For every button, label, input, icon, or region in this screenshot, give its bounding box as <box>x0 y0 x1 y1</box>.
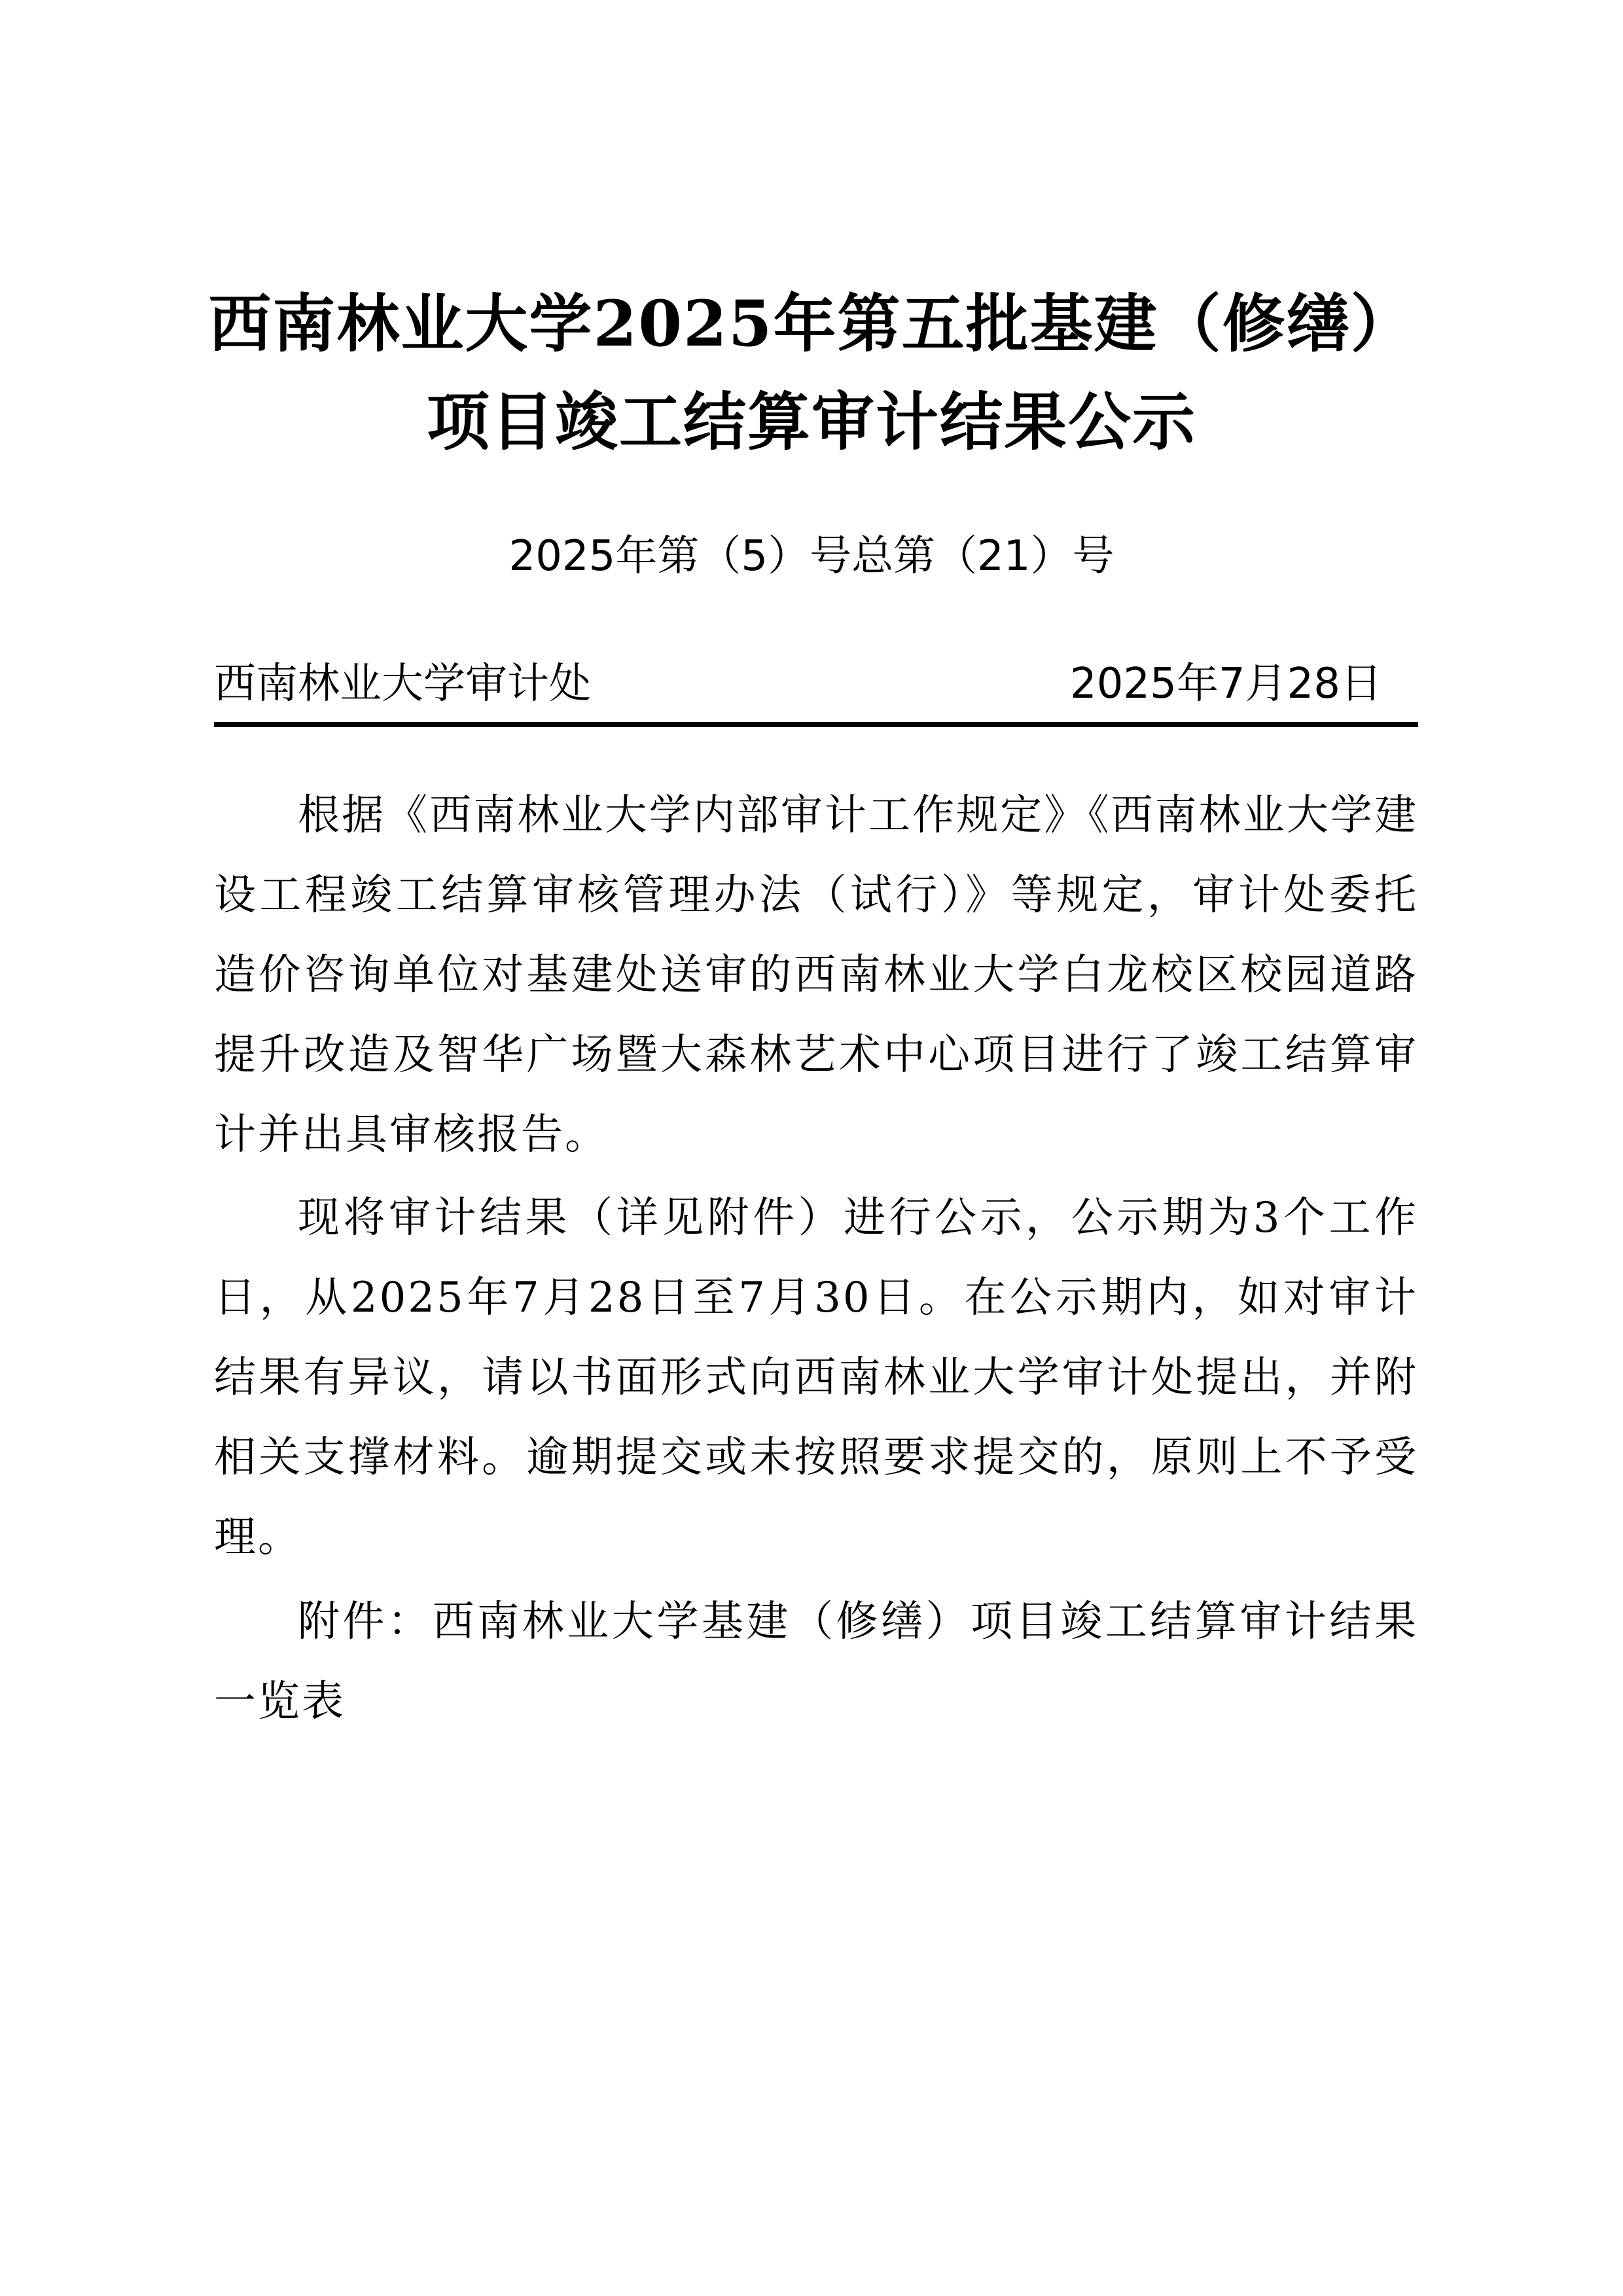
paragraph-line: 设工程竣工结算审核管理办法（试行）》等规定，审计处委托 <box>214 871 1418 920</box>
header-divider <box>214 722 1418 727</box>
attachment-line: 一览表 <box>214 1677 346 1726</box>
paragraph-line: 根据《西南林业大学内部审计工作规定》《西南林业大学建 <box>298 791 1418 840</box>
paragraph-line: 相关支撑材料。逾期提交或未按照要求提交的，原则上不予受 <box>214 1433 1418 1482</box>
attachment-line: 附件：西南林业大学基建（修缮）项目竣工结算审计结果 <box>298 1598 1418 1646</box>
paragraph-line: 现将审计结果（详见附件）进行公示，公示期为3个工作 <box>298 1194 1418 1242</box>
paragraph-attachment <box>214 1582 1418 1742</box>
paragraph-line: 结果有异议，请以书面形式向西南林业大学审计处提出，并附 <box>214 1354 1418 1402</box>
paragraph-line: 造价咨询单位对基建处送审的西南林业大学白龙校区校园道路 <box>214 951 1418 999</box>
document-title-line-2: 项目竣工结算审计结果公示 <box>427 385 1196 459</box>
document-title-line-1: 西南林业大学2025年第五批基建（修缮） <box>208 287 1415 361</box>
paragraph-publicity-notice <box>214 1178 1418 1577</box>
document-number: 2025年第（5）号总第（21）号 <box>508 532 1115 581</box>
paragraph-line: 计并出具审核报告。 <box>214 1111 609 1159</box>
paragraph-audit-basis <box>214 776 1418 1175</box>
issuing-office: 西南林业大学审计处 <box>214 660 591 708</box>
paragraph-line: 提升改造及智华广场暨大森林艺术中心项目进行了竣工结算审 <box>214 1031 1418 1079</box>
issue-date: 2025年7月28日 <box>1069 660 1382 708</box>
paragraph-line: 日，从2025年7月28日至7月30日。在公示期内，如对审计 <box>214 1274 1418 1322</box>
paragraph-line: 理。 <box>214 1513 302 1562</box>
